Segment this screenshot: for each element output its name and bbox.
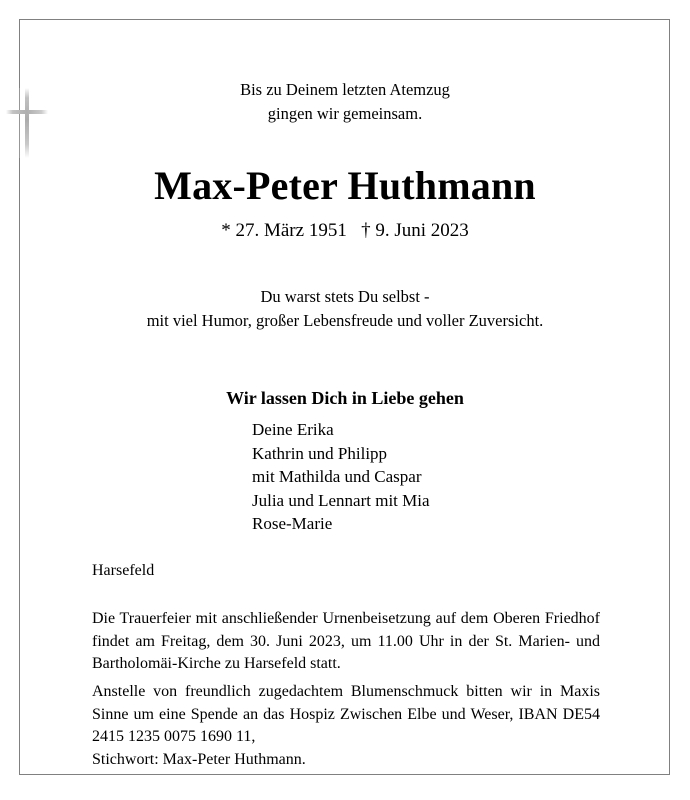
list-item: Kathrin und Philipp [252,443,388,463]
epitaph-line-1: Bis zu Deinem letzten Atemzug [240,80,450,99]
epitaph [0,78,690,126]
donation-paragraph-body: Anstelle von freundlich zugedachtem Blumenschmuck bitten wir in Maxis Sinne um eine Spende an das Hospiz Zwischen Elbe und Weser, IBAN DE54 2415 1235 0075 1690 11, [92,683,600,745]
list-item: Deine Erika [252,420,334,439]
tribute-line-2: mit viel Humor, großer Lebensfreude und voller Zuversicht. [146,311,544,330]
page-title: Max-Peter Huthmann [154,163,536,208]
farewell-heading: Wir lassen Dich in Liebe gehen [226,388,464,408]
epitaph-line-2: gingen wir gemeinsam. [267,104,423,123]
mourner-list [252,418,430,536]
tribute-line-1: Du warst stets Du selbst - [260,287,430,306]
donation-reference-line: Stichwort: Max-Peter Huthmann. [92,750,306,768]
donation-paragraph [92,681,600,771]
tribute [0,285,690,333]
list-item: mit Mathilda und Caspar [252,467,422,486]
list-item: Rose-Marie [252,514,333,533]
funeral-service-paragraph: Die Trauerfeier mit anschließender Urnenbeisetzung auf dem Oberen Friedhof findet am Freitag, dem 30. Juni 2023, um 11.00 Uhr in der St. Marien- und Bartholomäi-Kirche zu Harsefeld statt. [92,610,600,672]
life-dates: * 27. März 1951 † 9. Juni 2023 [221,220,469,241]
place-name: Harsefeld [92,562,155,579]
list-item: Julia und Lennart mit Mia [252,490,430,510]
